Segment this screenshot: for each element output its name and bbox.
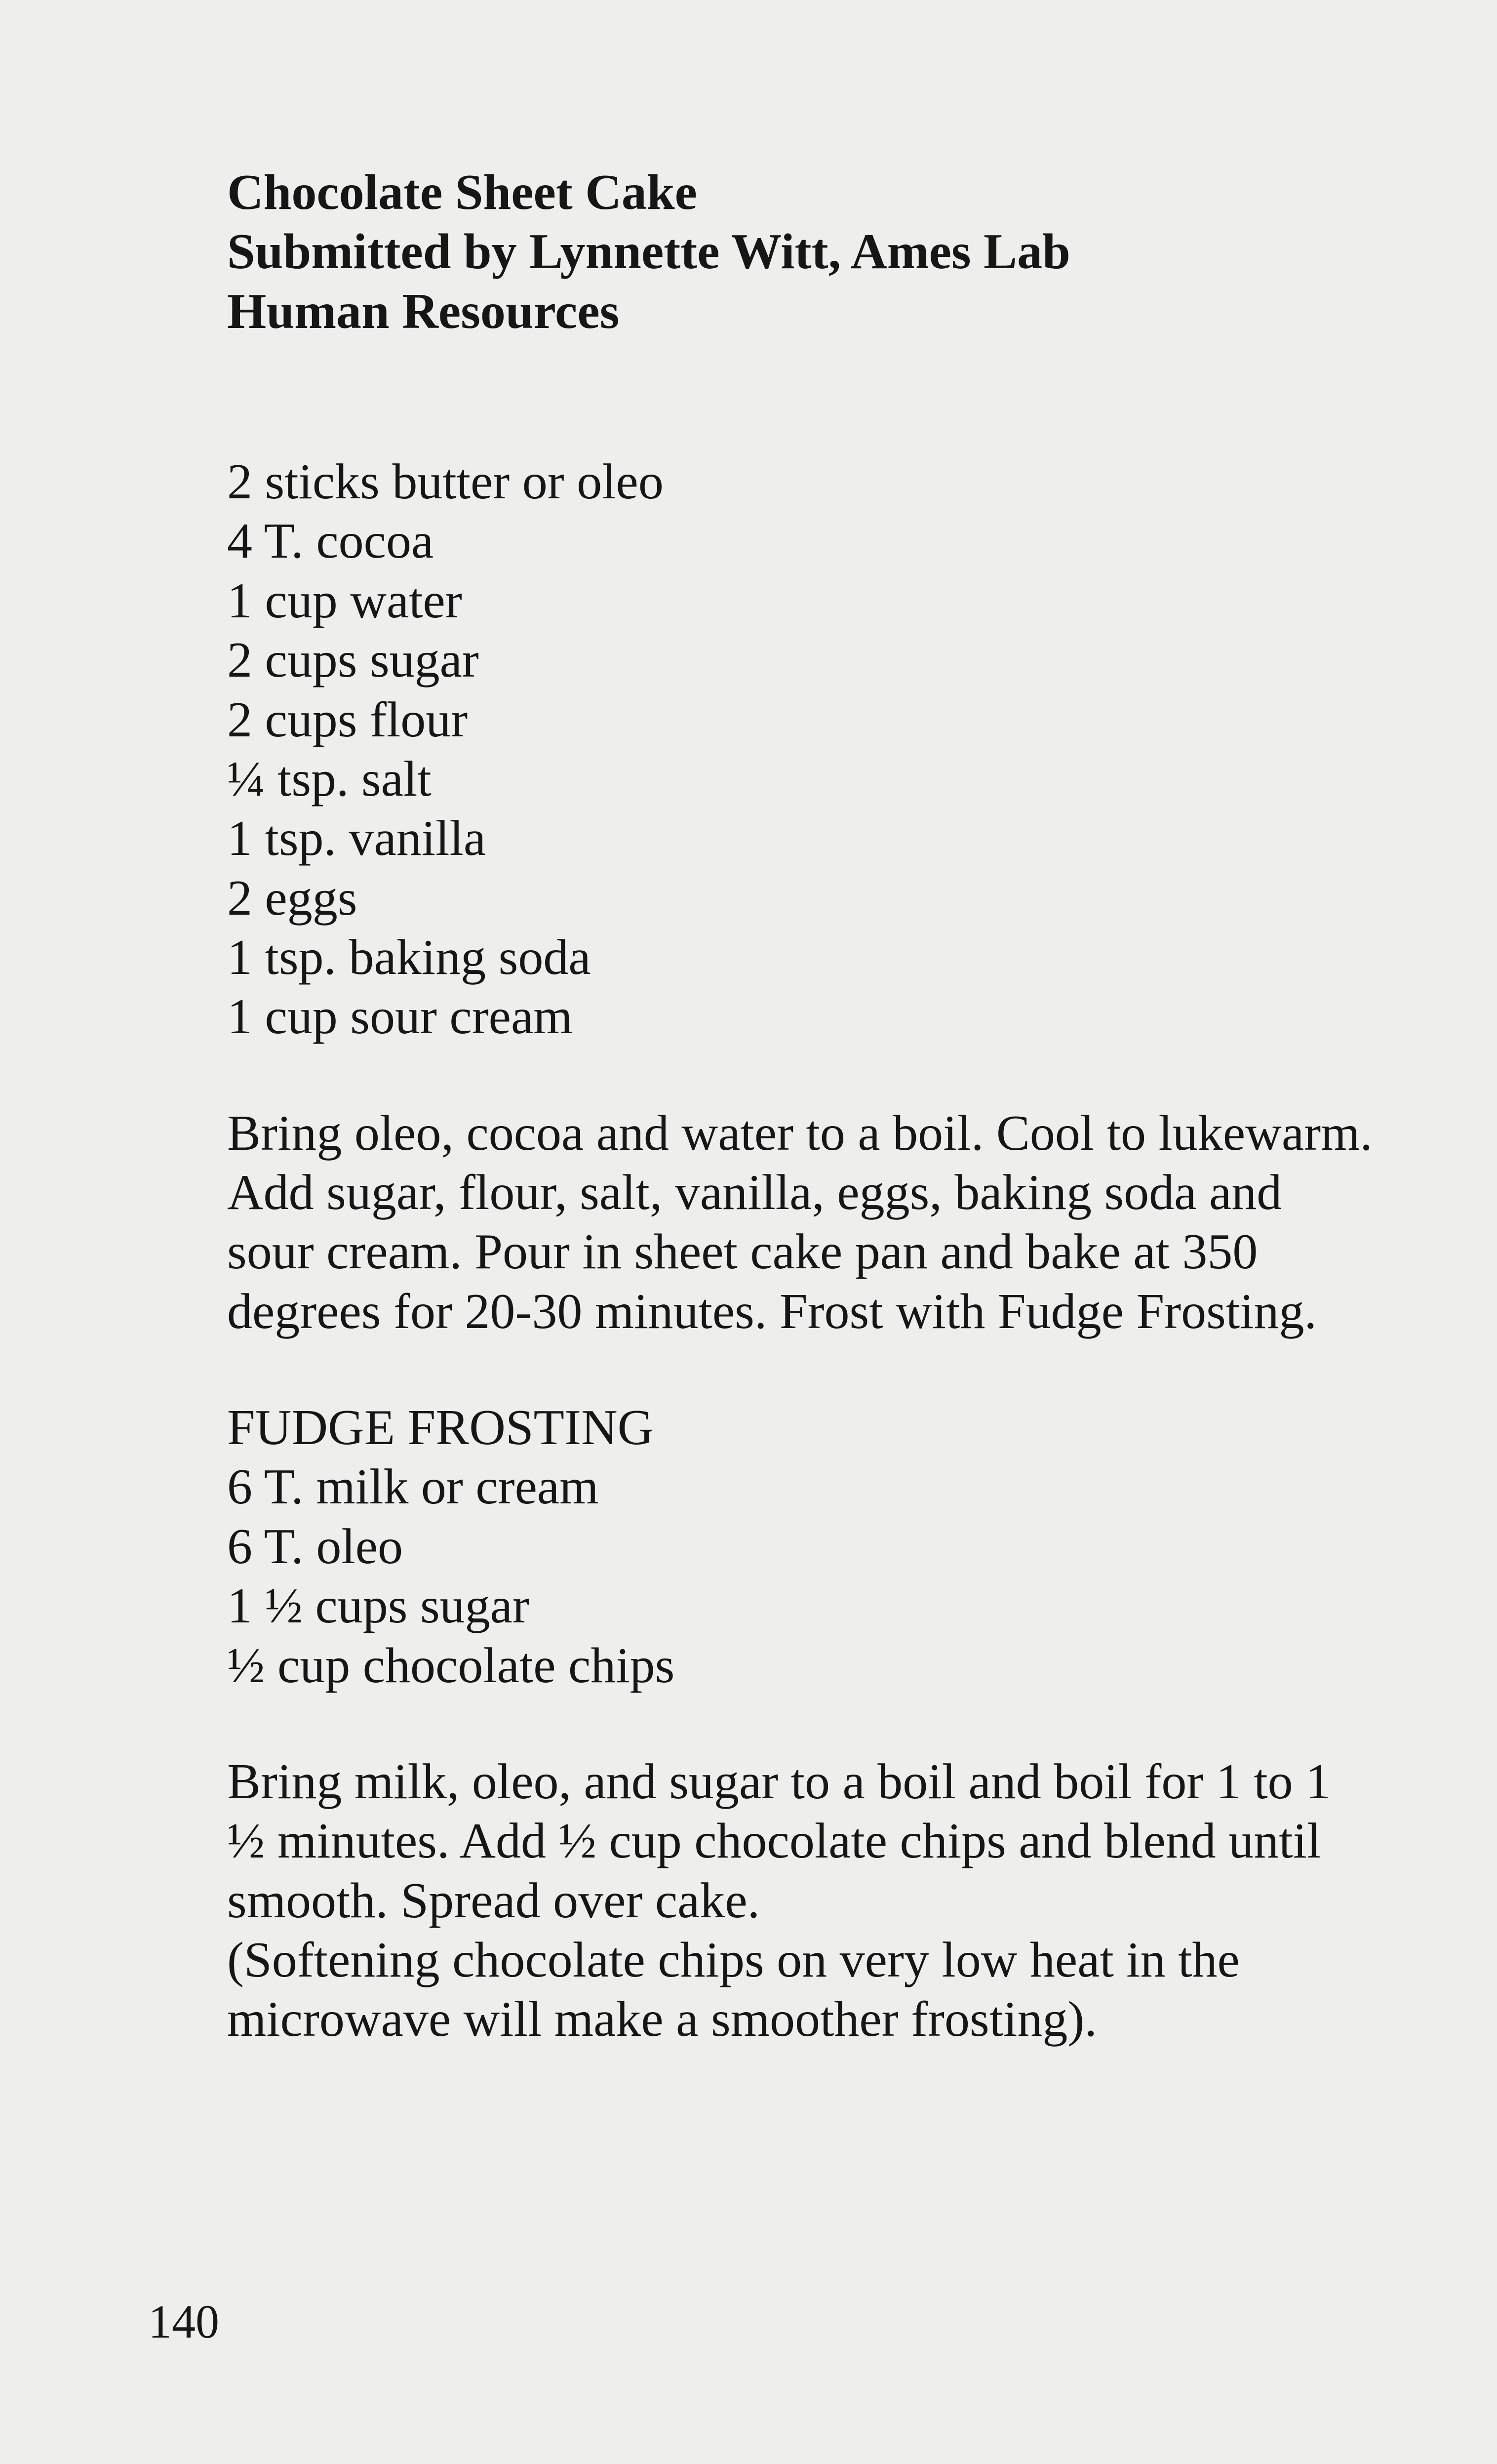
recipe-directions: Bring oleo, cocoa and water to a boil. Cool to lukewarm. Add sugar, flour, salt, vanilla, eggs, baking soda and sour cream. Pour in sheet cake pan and bake at 350 degrees for 20-30 minutes. Frost with Fudge Frosting.: [227, 1105, 1373, 1339]
frosting-ingredient-item: 6 T. oleo: [227, 1518, 403, 1575]
frosting-ingredient-item: ½ cup chocolate chips: [227, 1637, 675, 1694]
ingredient-item: 2 sticks butter or oleo: [227, 454, 664, 510]
ingredient-item: ¼ tsp. salt: [227, 751, 432, 807]
frosting-heading: FUDGE FROSTING: [227, 1400, 654, 1456]
recipe-title: Chocolate Sheet Cake: [227, 164, 697, 220]
frosting-directions-block: [227, 1752, 1378, 2050]
recipe-submitter: Submitted by Lynnette Witt, Ames Lab: [227, 224, 1070, 280]
recipe-department: Human Resources: [227, 283, 620, 339]
ingredient-item: 1 cup sour cream: [227, 989, 573, 1045]
ingredient-item: 1 tsp. baking soda: [227, 929, 591, 985]
ingredient-item: 4 T. cocoa: [227, 513, 434, 569]
ingredient-list: [227, 452, 1378, 1047]
ingredient-item: 2 cups sugar: [227, 632, 479, 688]
frosting-ingredient-item: 6 T. milk or cream: [227, 1459, 599, 1515]
page-number: 140: [148, 2295, 219, 2348]
ingredient-item: 1 cup water: [227, 572, 462, 629]
frosting-note: (Softening chocolate chips on very low heat in the microwave will make a smoother frosting).: [227, 1932, 1240, 2048]
recipe-header: [227, 163, 1378, 341]
frosting-ingredient-list: [227, 1457, 1378, 1695]
ingredient-item: 1 tsp. vanilla: [227, 810, 486, 867]
frosting-directions: Bring milk, oleo, and sugar to a boil and boil for 1 to 1 ½ minutes. Add ½ cup chocolate chips and blend until smooth. Spread over cake.: [227, 1753, 1331, 1929]
frosting-ingredient-item: 1 ½ cups sugar: [227, 1578, 529, 1634]
ingredient-item: 2 cups flour: [227, 691, 468, 748]
recipe-content: [227, 163, 1378, 2050]
ingredient-item: 2 eggs: [227, 870, 357, 926]
